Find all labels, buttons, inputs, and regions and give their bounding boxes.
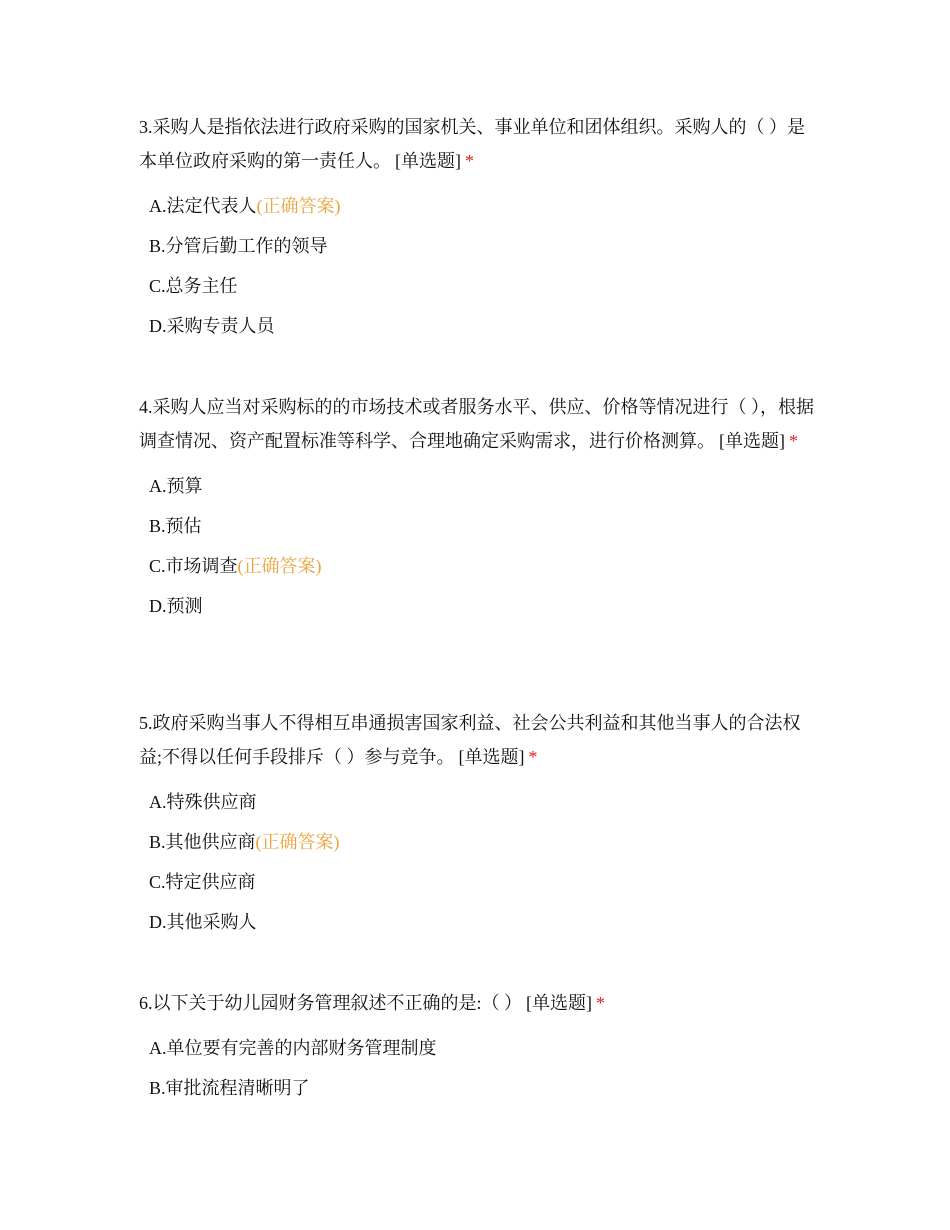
question-stem: 5.政府采购当事人不得相互串通损害国家利益、社会公共利益和其他当事人的合法权益;不得以任何手段排斥（ ）参与竞争。 bbox=[139, 713, 801, 767]
question-5 bbox=[139, 706, 819, 942]
option-list bbox=[139, 466, 819, 626]
option-a[interactable] bbox=[139, 1028, 819, 1068]
option-a[interactable] bbox=[139, 186, 819, 226]
question-text-3 bbox=[139, 110, 819, 178]
question-text-6 bbox=[139, 986, 819, 1020]
question-6 bbox=[139, 986, 819, 1108]
option-c[interactable] bbox=[139, 266, 819, 306]
option-b[interactable] bbox=[139, 1068, 819, 1108]
option-d[interactable] bbox=[139, 586, 819, 626]
required-marker: * bbox=[528, 747, 538, 767]
option-label: D.采购专责人员 bbox=[149, 316, 275, 336]
option-label: C.市场调查 bbox=[149, 556, 238, 576]
question-type-label: [单选题] bbox=[458, 747, 525, 767]
option-label: B.分管后勤工作的领导 bbox=[149, 236, 328, 256]
question-4 bbox=[139, 390, 819, 626]
option-label: B.预估 bbox=[149, 516, 202, 536]
option-list bbox=[139, 186, 819, 346]
option-label: A.单位要有完善的内部财务管理制度 bbox=[149, 1038, 437, 1058]
option-b[interactable] bbox=[139, 822, 819, 862]
option-d[interactable] bbox=[139, 902, 819, 942]
option-label: B.审批流程清晰明了 bbox=[149, 1078, 310, 1098]
question-text-5 bbox=[139, 706, 819, 774]
option-b[interactable] bbox=[139, 506, 819, 546]
option-label: A.法定代表人 bbox=[149, 196, 257, 216]
correct-answer-tag: (正确答案) bbox=[237, 556, 322, 576]
question-text-4 bbox=[139, 390, 819, 458]
option-a[interactable] bbox=[139, 782, 819, 822]
option-a[interactable] bbox=[139, 466, 819, 506]
question-stem: 6.以下关于幼儿园财务管理叙述不正确的是:（ ） bbox=[139, 993, 522, 1013]
question-stem: 4.采购人应当对采购标的的市场技术或者服务水平、供应、价格等情况进行（ ），根据调查情况、资产配置标准等科学、合理地确定采购需求，进行价格测算。 bbox=[139, 397, 814, 451]
option-label: A.特殊供应商 bbox=[149, 792, 257, 812]
option-label: D.其他采购人 bbox=[149, 912, 257, 932]
question-type-label: [单选题] bbox=[395, 151, 461, 171]
option-list bbox=[139, 1028, 819, 1108]
question-type-label: [单选题] bbox=[526, 993, 592, 1013]
required-marker: * bbox=[789, 431, 798, 451]
option-c[interactable] bbox=[139, 862, 819, 902]
option-c[interactable] bbox=[139, 546, 819, 586]
question-stem: 3.采购人是指依法进行政府采购的国家机关、事业单位和团体组织。采购人的（ ）是本单位政府采购的第一责任人。 bbox=[139, 117, 805, 171]
option-d[interactable] bbox=[139, 306, 819, 346]
option-label: C.总务主任 bbox=[149, 276, 238, 296]
correct-answer-tag: (正确答案) bbox=[256, 196, 341, 216]
option-label: B.其他供应商 bbox=[149, 832, 256, 852]
required-marker: * bbox=[596, 993, 605, 1013]
option-label: A.预算 bbox=[149, 476, 203, 496]
option-label: D.预测 bbox=[149, 596, 203, 616]
correct-answer-tag: (正确答案) bbox=[255, 832, 340, 852]
option-list bbox=[139, 782, 819, 942]
option-label: C.特定供应商 bbox=[149, 872, 256, 892]
question-3 bbox=[139, 110, 819, 346]
question-type-label: [单选题] bbox=[719, 431, 785, 451]
option-b[interactable] bbox=[139, 226, 819, 266]
required-marker: * bbox=[465, 151, 474, 171]
